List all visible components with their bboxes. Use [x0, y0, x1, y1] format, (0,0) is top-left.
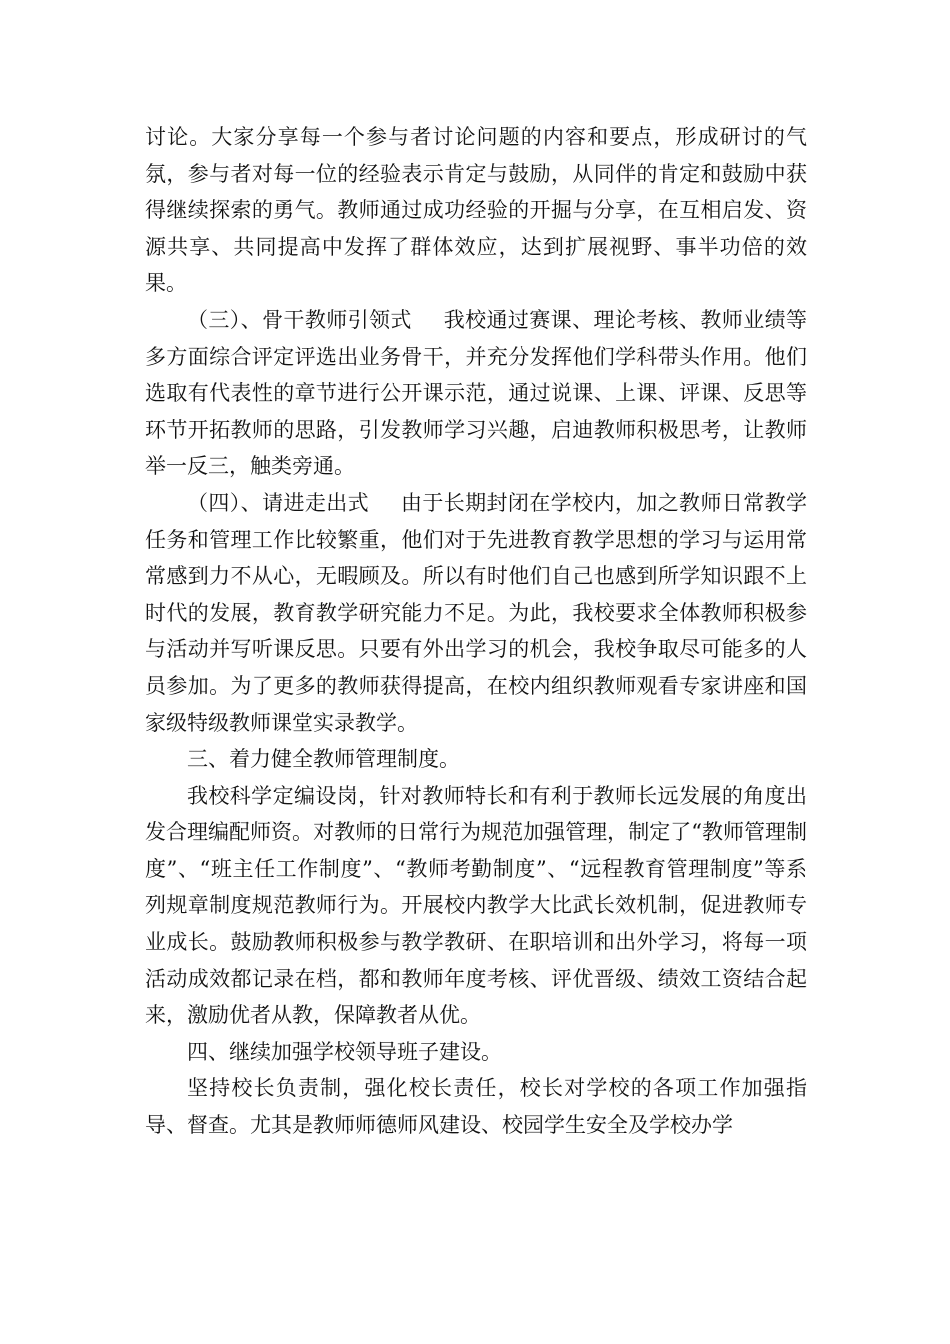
section-title-teacher-management: 三、着力健全教师管理制度。 — [187, 747, 460, 772]
paragraph-continuation: 讨论。大家分享每一个参与者讨论问题的内容和要点，形成研讨的气氛，参与者对每一位的经验表示肯定与鼓励，从同伴的肯定和鼓励中获得继续探索的勇气。教师通过成功经验的开掘与分享，在互相启发、资源共享、共同提高中发挥了群体效应，达到扩展视野、事半功倍的效果。 — [145, 125, 807, 296]
section-heading-invite-and-go-out: （四）、请进走出式 — [187, 490, 370, 515]
paragraph-text: 由于长期封闭在学校内，加之教师日常教学任务和管理工作比较繁重，他们对于先进教育教学思想的学习与运用常常感到力不从心，无暇顾及。所以有时他们自己也感到所学知识跟不上时代的发展，教育教学研究能力不足。为此，我校要求全体教师积极参与活动并写听课反思。只要有外出学习的机会，我校争取尽可能多的人员参加。为了更多的教师获得提高，在校内组织教师观看专家讲座和国家级特级教师课堂实录教学。 — [145, 490, 808, 735]
section-heading-backbone-teacher: （三）、骨干教师引领式 — [187, 307, 412, 332]
paragraph-text: 我校通过赛课、理论考核、教师业绩等多方面综合评定评选出业务骨干，并充分发挥他们学科带头作用。他们选取有代表性的章节进行公开课示范，通过说课、上课、评课、反思等环节开拓教师的思路，引发教师学习兴趣，启迪教师积极思考，让教师举一反三，触类旁通。 — [145, 307, 808, 479]
section-title-leadership: 四、继续加强学校领导班子建设。 — [187, 1039, 502, 1064]
paragraph-backbone-teacher — [145, 302, 807, 485]
document-body — [145, 119, 807, 1144]
paragraph-teacher-management: 我校科学定编设岗，针对教师特长和有利于教师长远发展的角度出发合理编配师资。对教师的日常行为规范加强管理，制定了“教师管理制度”、“班主任工作制度”、“教师考勤制度”、“远程教育管理制度”等系列规章制度规范教师行为。开展校内教学大比武长效机制，促进教师专业成长。鼓励教师积极参与教学教研、在职培训和出外学习，将每一项活动成效都记录在档，都和教师年度考核、评优晋级、绩效工资结合起来，激励优者从教，保障教者从优。 — [145, 783, 807, 1028]
paragraph-leadership: 坚持校长负责制，强化校长责任，校长对学校的各项工作加强指导、督查。尤其是教师师德师风建设、校园学生安全及学校办学 — [145, 1076, 807, 1138]
paragraph-invite-and-go-out — [145, 485, 807, 741]
